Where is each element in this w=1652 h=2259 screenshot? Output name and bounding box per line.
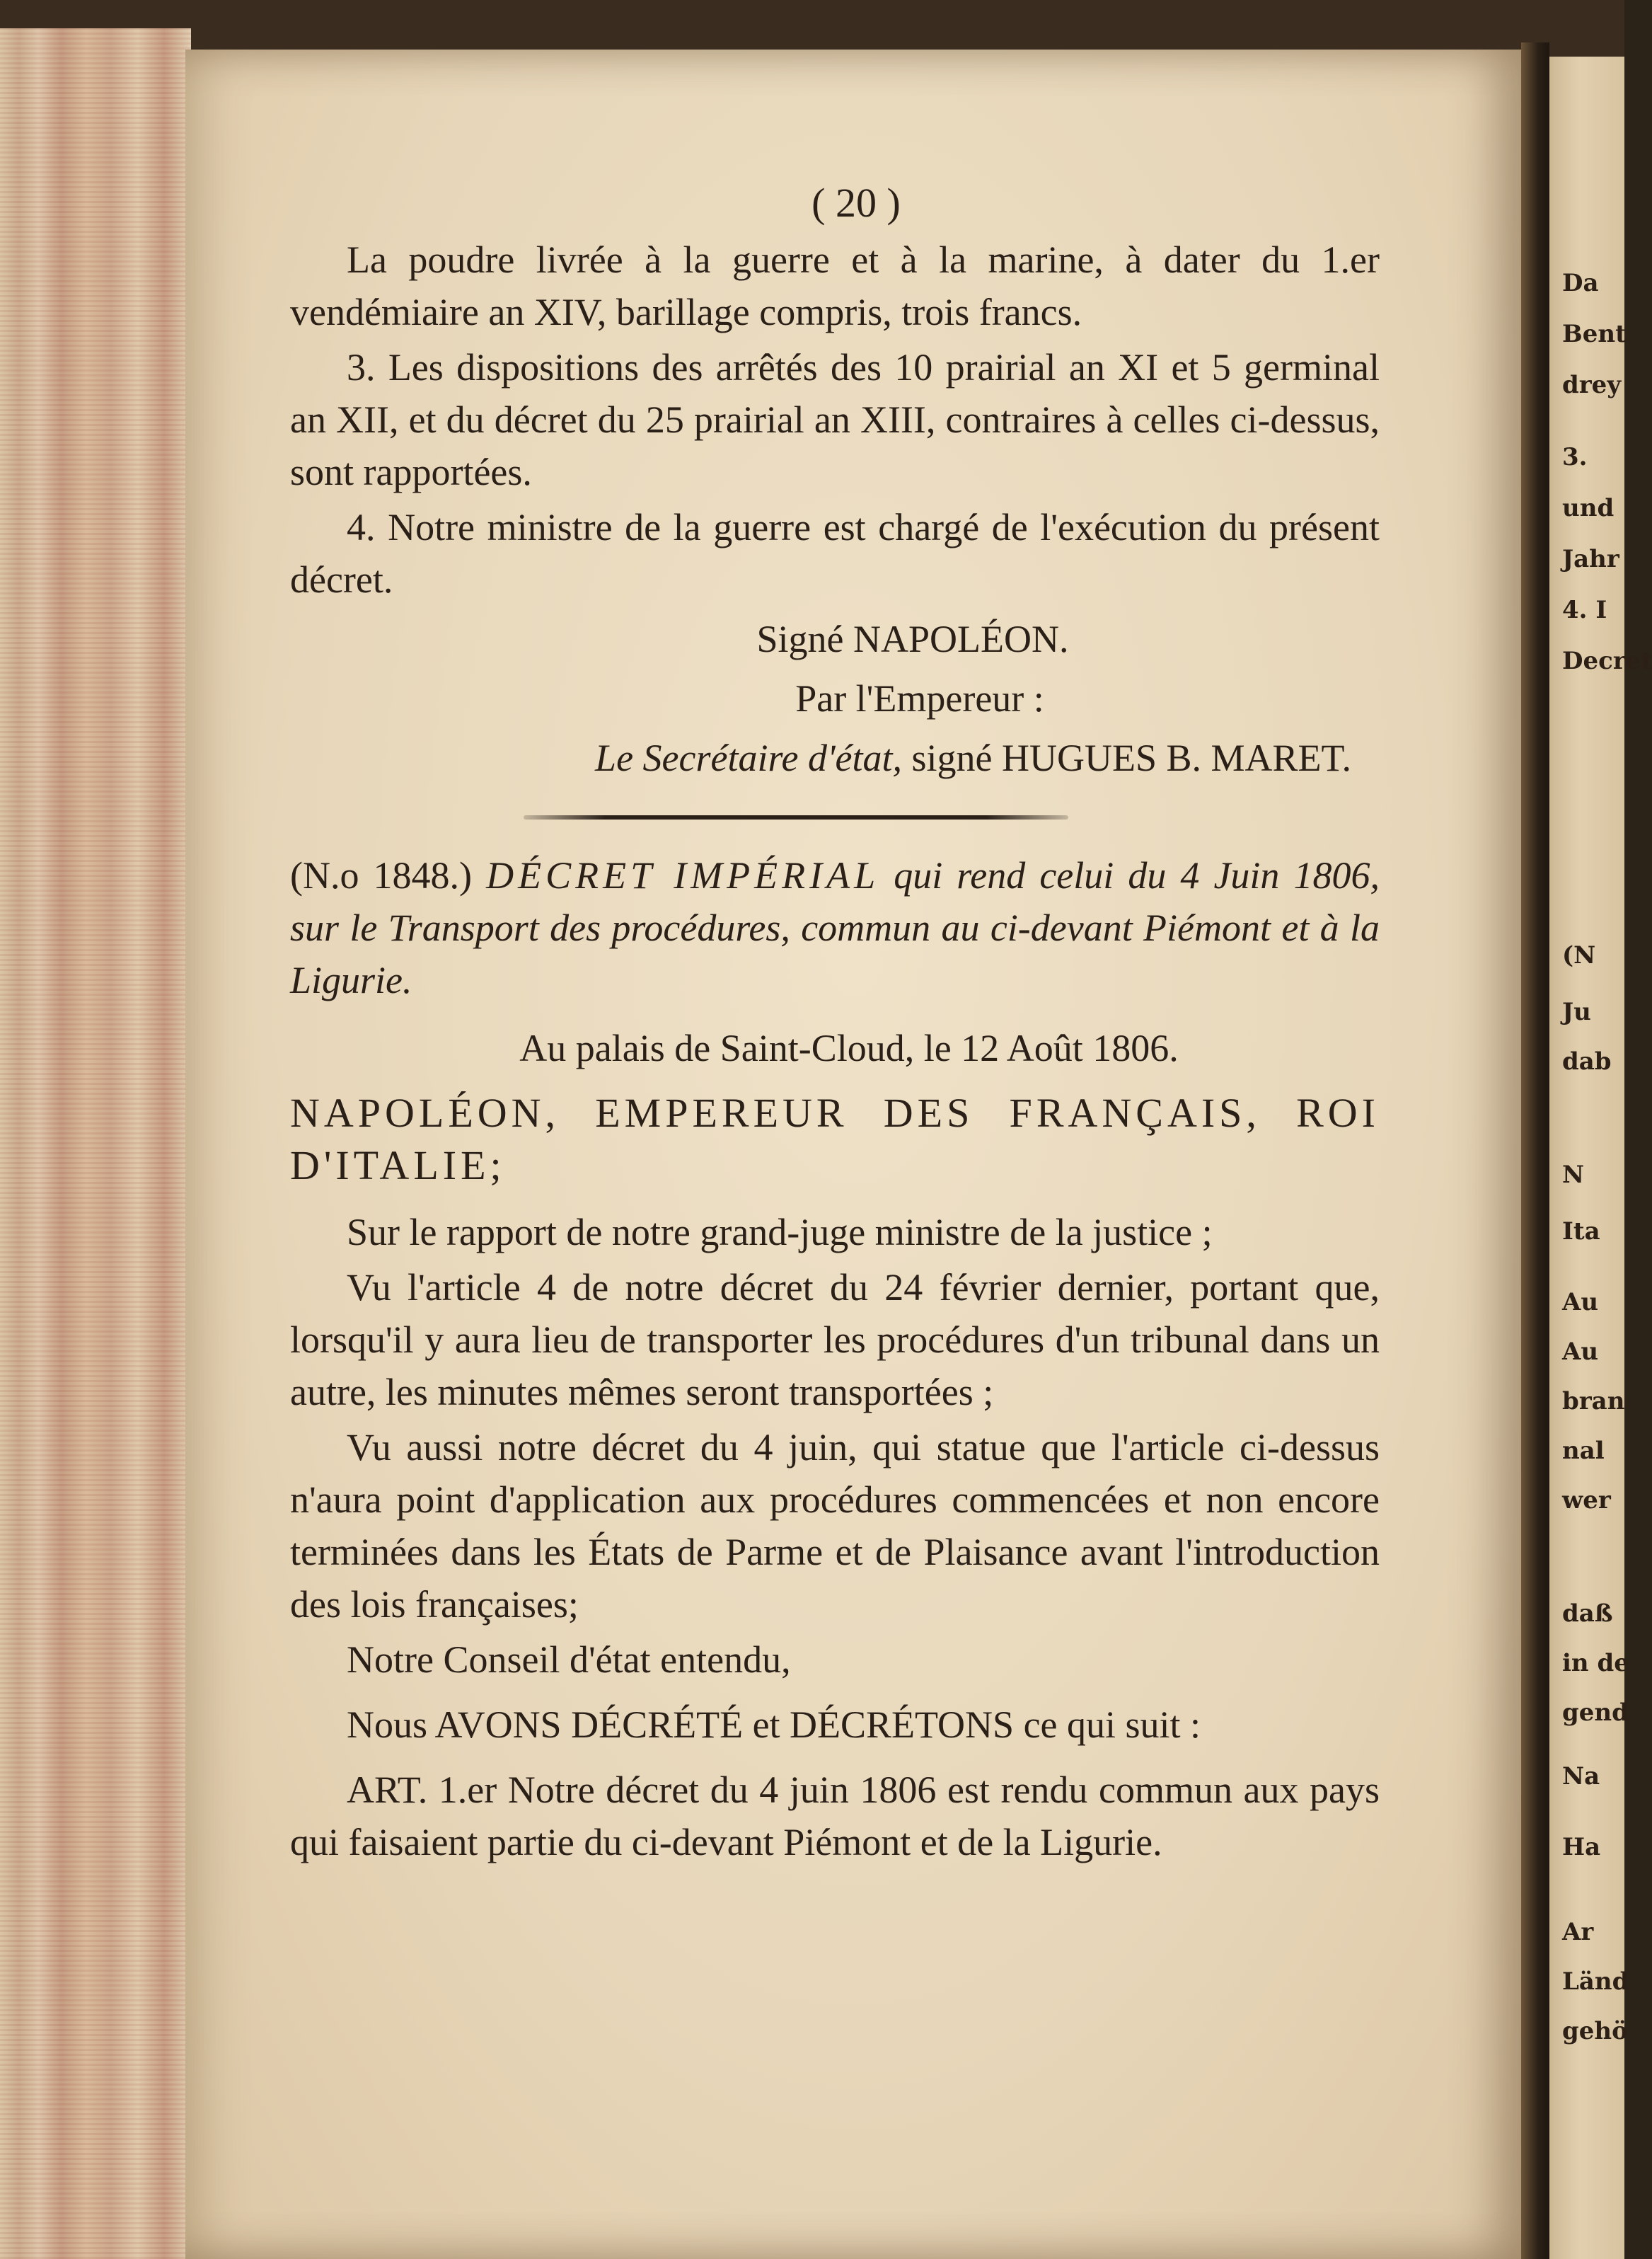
place-date: Au palais de Saint-Cloud, le 12 Août 1806. [519, 1027, 1179, 1069]
signature-napoleon: Signé NAPOLÉON. [756, 618, 1069, 660]
facing-fragment: Au [1562, 1338, 1599, 1366]
facing-fragment: 3. [1562, 443, 1588, 471]
considerant-decret-4-juin: Vu aussi notre décret du 4 juin, qui statue que l'article ci-dessus n'aura point d'application aux procédures commencées et non encore terminées dans les États de Parme et de Plaisance avant l'introduction des lois françaises; [290, 1426, 1380, 1626]
par-l-empereur: Par l'Empereur : [795, 677, 1044, 720]
decree-title: NAPOLÉON, EMPEREUR DES FRANÇAIS, ROI D'ITALIE; [290, 1090, 1380, 1188]
secretary-role: Le Secrétaire d'état, [595, 737, 902, 779]
section-divider [524, 815, 1068, 820]
facing-fragment: Jahr [1562, 545, 1619, 573]
facing-fragment: Da [1562, 269, 1599, 297]
considerant-article-4: Vu l'article 4 de notre décret du 24 février dernier, portant que, lorsqu'il y aura lieu de transporter les procédures d'un tribunal dans un autre, les minutes mêmes seront transportées ; [290, 1266, 1380, 1413]
facing-fragment: bran [1562, 1387, 1625, 1415]
facing-fragment: gend [1562, 1698, 1629, 1727]
decree-kind: DÉCRET IMPÉRIAL [486, 854, 880, 897]
considerant-rapport: Sur le rapport de notre grand-juge ministre de la justice ; [347, 1211, 1213, 1253]
facing-fragment: Bent [1562, 320, 1627, 348]
facing-fragment: und [1562, 494, 1615, 522]
page-edges [0, 28, 191, 2259]
decree-number: (N.o 1848.) [290, 854, 473, 897]
facing-fragment: in de [1562, 1649, 1629, 1677]
article-3: 3. Les dispositions des arrêtés des 10 prairial an XI et 5 germinal an XII, et du décret du 25 prairial an XIII, contraires à celles ci-dessus, sont rapportées. [290, 346, 1380, 493]
page-text [290, 177, 1380, 1868]
facing-fragment: Decret [1562, 647, 1652, 675]
facing-page [1549, 57, 1652, 2259]
decree-heading [290, 849, 1380, 1006]
facing-fragment: N [1562, 1161, 1585, 1189]
facing-fragment: nal [1562, 1437, 1605, 1465]
facing-fragment: gehö [1562, 2017, 1628, 2045]
facing-fragment: Au [1562, 1288, 1599, 1316]
facing-fragment: Ju [1562, 998, 1591, 1026]
facing-fragment: Ita [1562, 1217, 1600, 1246]
facing-fragment: Ar [1562, 1918, 1594, 1946]
facing-fragment: 4. I [1562, 596, 1607, 624]
facing-fragment: (N [1562, 941, 1596, 970]
considerant-conseil: Notre Conseil d'état entendu, [347, 1638, 791, 1681]
facing-fragment: Länd [1562, 1967, 1629, 1996]
facing-fragment: daß [1562, 1599, 1613, 1628]
decree-subject: qui rend celui du 4 Juin 1806, sur le Transport des procédures, commun au ci-devant Piémont et à la Ligurie. [290, 854, 1380, 1001]
article-1: ART. 1.er Notre décret du 4 juin 1806 est rendu commun aux pays qui faisaient partie du ci-devant Piémont et de la Ligurie. [290, 1769, 1380, 1863]
facing-fragment: wer [1562, 1486, 1611, 1514]
paragraph-poudre: La poudre livrée à la guerre et à la marine, à dater du 1.er vendémiaire an XIV, barillage compris, trois francs. [290, 238, 1380, 333]
enacting-clause: Nous AVONS DÉCRÉTÉ et DÉCRÉTONS ce qui suit : [347, 1703, 1201, 1746]
secretary-signature [290, 732, 1380, 784]
facing-fragment: dab [1562, 1047, 1612, 1076]
article-4: 4. Notre ministre de la guerre est chargé de l'exécution du présent décret. [290, 506, 1380, 601]
book-gutter [1521, 42, 1549, 2259]
facing-fragment: Na [1562, 1762, 1600, 1790]
secretary-name: signé HUGUES B. MARET. [911, 737, 1351, 779]
page-number: ( 20 ) [811, 180, 901, 226]
facing-fragment: drey [1562, 371, 1622, 399]
facing-fragment: Ha [1562, 1833, 1601, 1861]
